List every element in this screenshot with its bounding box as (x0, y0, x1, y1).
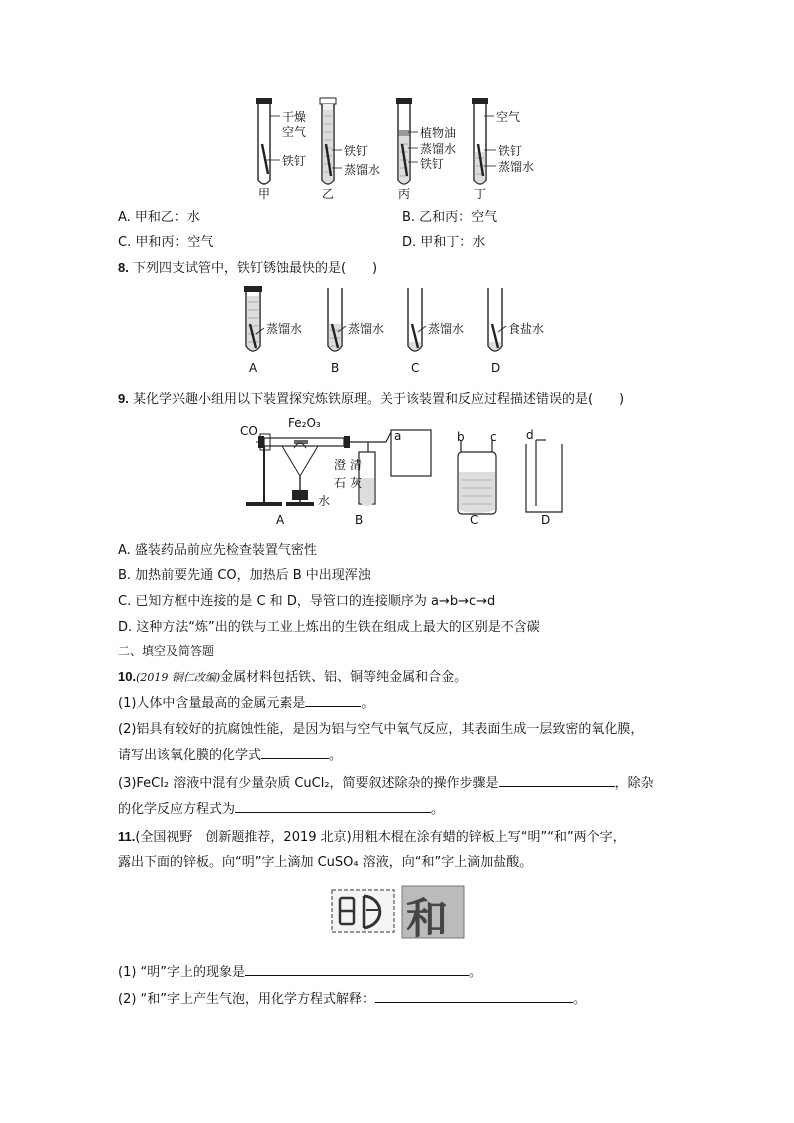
q8-tube-d-caption: D (491, 361, 501, 375)
q9-stem (118, 388, 624, 407)
q8-tube-a-label: 蒸馏水 (266, 322, 303, 336)
tube-bing-label-2: 蒸馏水 (420, 142, 457, 156)
q8-tube-a (244, 286, 264, 351)
q9-limewater-2: 清 (350, 458, 363, 472)
q10-part3b-period: 。 (431, 802, 445, 817)
q11-source: (全国视野 创新题推荐，2019 北京) (135, 830, 352, 845)
zinc-char-he: 和 (406, 894, 449, 943)
q8-tube-b (328, 288, 346, 351)
q9-cap-b: B (355, 513, 364, 527)
q8-text: 下列四支试管中，铁钉锈蚀最快的是( ) (132, 261, 378, 276)
section-title: 二、填空及简答题 (118, 644, 215, 658)
tube-bing-label-1: 植物油 (420, 126, 457, 140)
q10-stem (118, 666, 467, 685)
q9-option-c: C. 已知方框中连接的是 C 和 D，导管口的连接顺序为 a→b→c→d (118, 594, 496, 609)
q10-part2a: (2)铝具有较好的抗腐蚀性能，是因为铝与空气中氧气反应，其表面生成一层致密的氧化膜， (118, 722, 644, 737)
q7-option-a: A. 甲和乙：水 (118, 210, 200, 225)
q9-limewater-1: 澄 (334, 458, 347, 472)
q7-option-c: C. 甲和丙：空气 (118, 235, 214, 250)
q9-co-label: CO (240, 424, 258, 438)
q11-part2-period: 。 (573, 992, 587, 1007)
tube-ding-label-1: 空气 (496, 110, 521, 124)
q10-part3b-text: 的化学反应方程式为 (118, 802, 236, 817)
q10-part2b (118, 744, 342, 763)
q9-text: 某化学兴趣小组用以下装置探究炼铁原理。关于该装置和反应过程描述错误的是( ) (132, 392, 625, 407)
q8-number: 8. (118, 260, 129, 275)
q8-tube-b-caption: B (331, 361, 340, 375)
tube-yi (320, 98, 342, 184)
tube-ding-label-2: 铁钉 (498, 144, 523, 158)
q9-option-a: A. 盛装药品前应先检查装置气密性 (118, 543, 317, 558)
q10-part2b-text: 请写出该氧化膜的化学式 (118, 748, 262, 763)
tube-yi-caption: 乙 (322, 187, 335, 201)
q9-limewater-5: 水 (318, 494, 331, 508)
tube-jia-label-1: 干燥 (282, 110, 307, 124)
q10-blank-1[interactable] (305, 692, 361, 707)
q8-tube-c-label: 蒸馏水 (428, 322, 465, 336)
q11-number: 11. (118, 829, 136, 844)
q9-option-d: D. 这种方法“炼”出的铁与工业上炼出的生铁在组成上最大的区别是不含碳 (118, 620, 540, 635)
q8-tube-d (488, 288, 506, 351)
tube-ding (472, 98, 496, 184)
q7-option-d: D. 甲和丁：水 (402, 235, 486, 250)
tube-yi-label-2: 蒸馏水 (344, 163, 381, 177)
q10-number: 10. (118, 669, 137, 684)
q10-text: 金属材料包括铁、铝、铜等纯金属和合金。 (220, 670, 468, 685)
q11-stem-b: 露出下面的锌板。向“明”字上滴加 CuSO₄ 溶液，向“和”字上滴加盐酸。 (118, 855, 533, 870)
q8-tube-a-caption: A (249, 361, 258, 375)
q9-limewater-4: 灰 (350, 476, 363, 490)
q9-number: 9. (118, 391, 129, 406)
tube-ding-label-3: 蒸馏水 (498, 160, 535, 174)
q8-stem (118, 257, 377, 276)
tube-ding-caption: 丁 (474, 187, 487, 201)
q11-part2-text: (2) “和”字上产生气泡，用化学方程式解释： (118, 992, 376, 1007)
tube-jia-label-3: 铁钉 (282, 154, 307, 168)
q8-tube-d-label: 食盐水 (508, 322, 545, 336)
tube-jia-caption: 甲 (258, 187, 271, 201)
q10-part1-text: (1)人体中含量最高的金属元素是 (118, 696, 306, 711)
q11-part1 (118, 961, 482, 980)
q10-blank-2[interactable] (261, 744, 329, 759)
tube-bing (396, 98, 418, 184)
tube-bing-caption: 丙 (398, 187, 411, 201)
q11-blank-2[interactable] (375, 988, 573, 1003)
q9-cap-a: A (276, 513, 285, 527)
q8-tube-c-caption: C (411, 361, 420, 375)
q11-part2 (118, 988, 586, 1007)
q9-option-b: B. 加热前要先通 CO，加热后 B 中出现浑浊 (118, 568, 371, 583)
q11-blank-1[interactable] (245, 961, 469, 976)
tube-bing-label-3: 铁钉 (420, 157, 445, 171)
q7-option-b: B. 乙和丙：空气 (402, 210, 498, 225)
q11-text-a: 用粗木棍在涂有蜡的锌板上写“明”“和”两个字， (351, 830, 626, 845)
q10-part2b-period: 。 (329, 748, 343, 763)
q10-blank-4[interactable] (235, 798, 431, 813)
q11-stem-a (118, 826, 626, 845)
q11-part1-period: 。 (469, 965, 483, 980)
q10-source: (2019 铜仁改编) (136, 671, 221, 684)
q9-limewater-3: 石 (334, 476, 347, 490)
q9-cap-c: C (470, 513, 479, 527)
q10-blank-3[interactable] (499, 772, 615, 787)
q10-part3a-end: ，除杂 (614, 776, 654, 791)
q10-part3b (118, 798, 444, 817)
q9-port-b: b (457, 430, 465, 444)
q9-port-c: c (490, 430, 497, 444)
q10-part3a-text: (3)FeCl₂ 溶液中混有少量杂质 CuCl₂，简要叙述除杂的操作步骤是 (118, 776, 499, 791)
q10-part1 (118, 692, 374, 711)
q10-part1-period: 。 (361, 696, 375, 711)
q9-port-d: d (526, 428, 534, 442)
q10-part3a (118, 772, 654, 791)
q8-tube-c (408, 288, 426, 351)
q8-tube-b-label: 蒸馏水 (348, 322, 385, 336)
q9-fe2o3-label: Fe₂O₃ (288, 416, 321, 430)
tube-jia (256, 98, 280, 184)
tube-jia-label-2: 空气 (282, 125, 307, 139)
tube-yi-label-1: 铁钉 (344, 144, 369, 158)
q9-port-a: a (394, 429, 402, 443)
q9-cap-d: D (541, 513, 551, 527)
q11-part1-text: (1) “明”字上的现象是 (118, 965, 246, 980)
